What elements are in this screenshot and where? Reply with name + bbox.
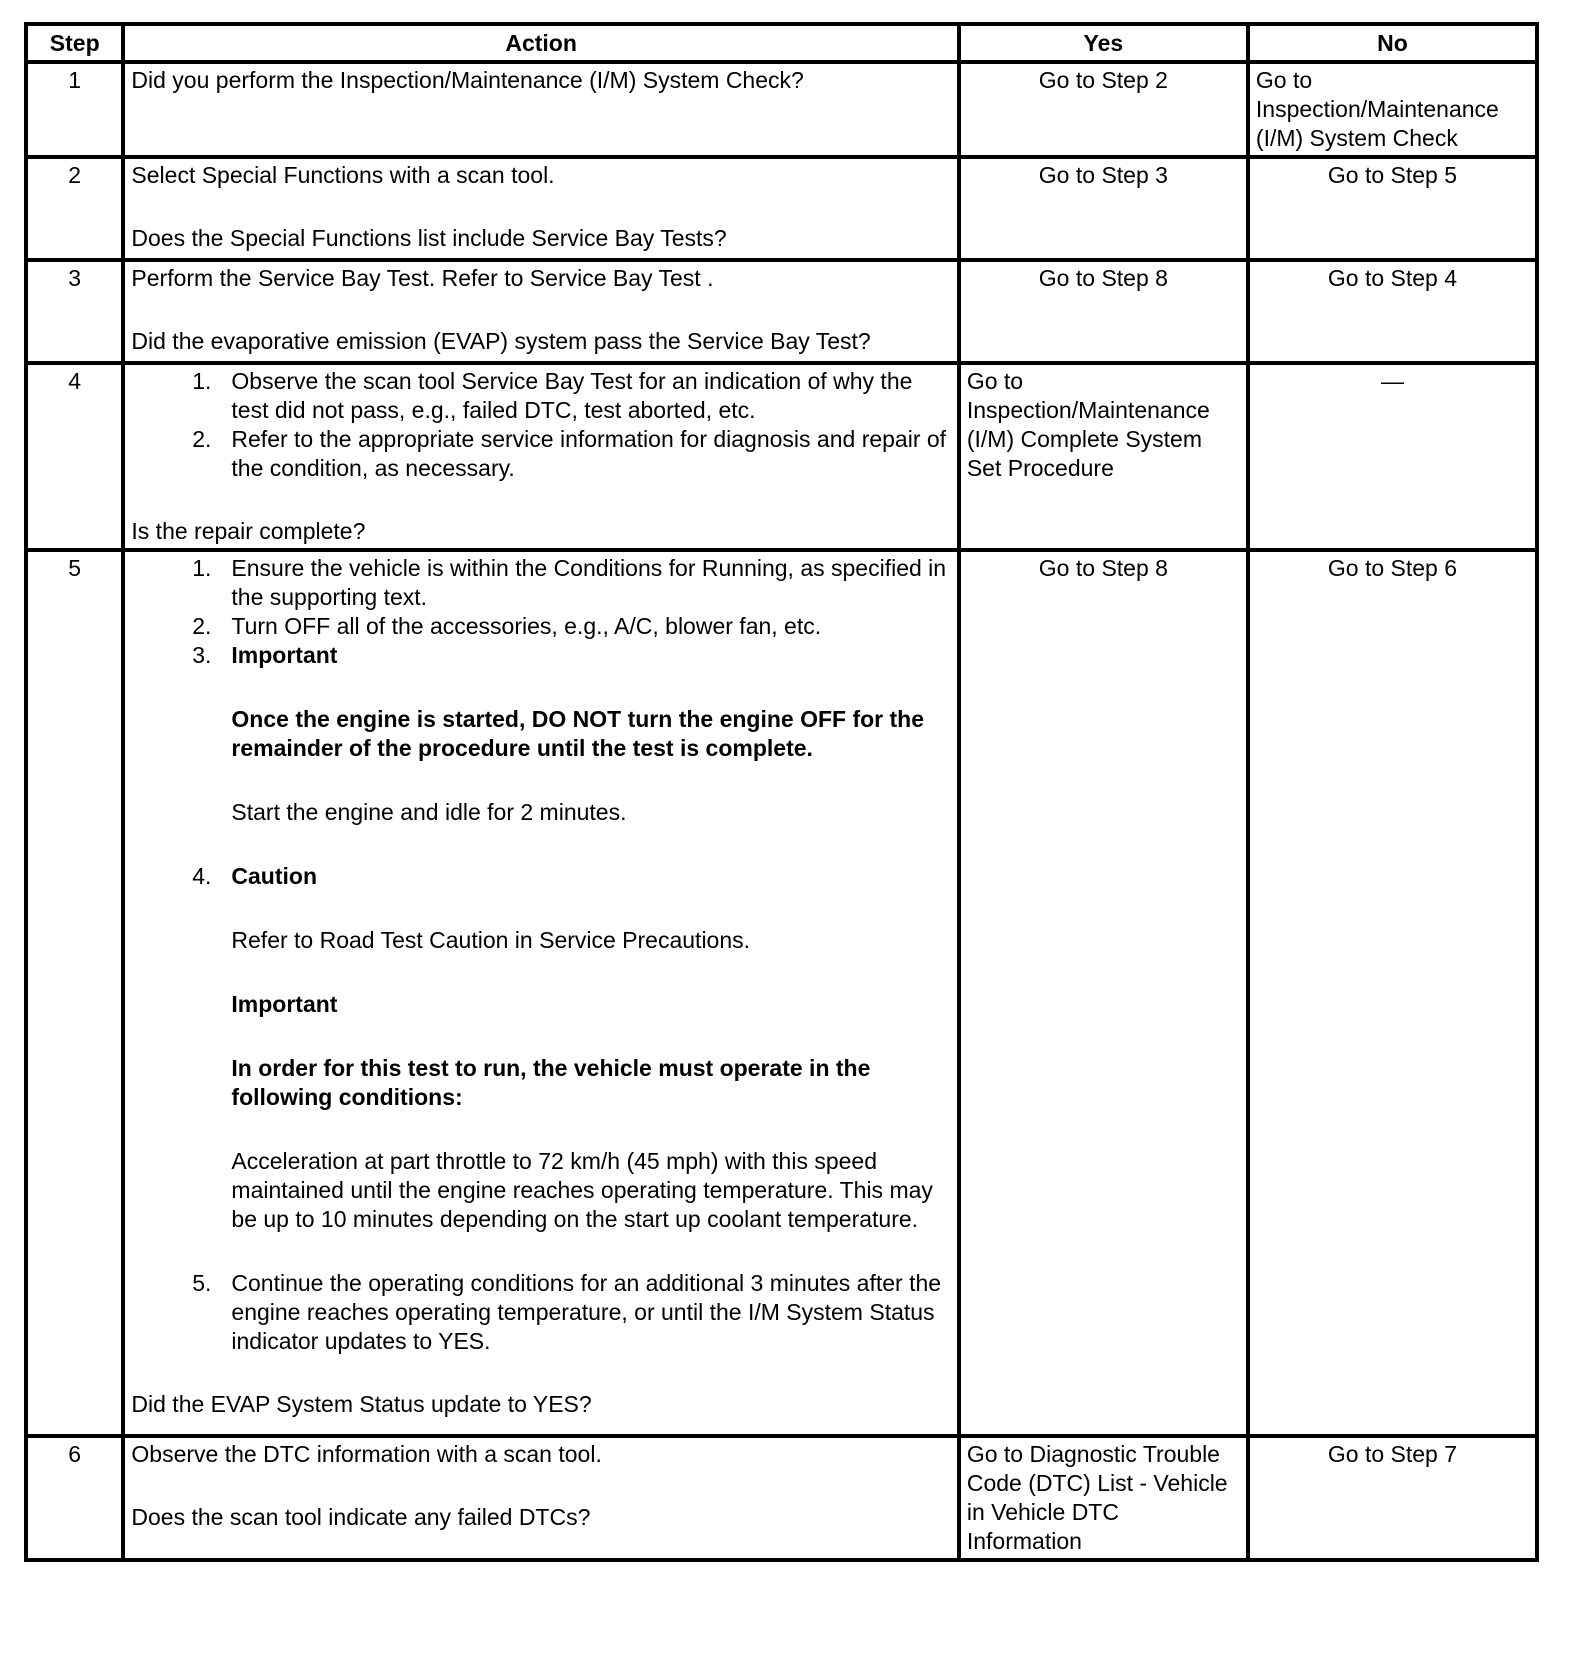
step-number: 3	[26, 260, 123, 363]
list-text: Start the engine and idle for 2 minutes.	[231, 799, 627, 825]
header-no: No	[1248, 24, 1537, 62]
list-item	[131, 862, 950, 1269]
action-question: Did you perform the Inspection/Maintenance (I/M) System Check?	[131, 67, 804, 93]
step-number: 5	[26, 550, 123, 1436]
caution-text: Refer to Road Test Caution in Service Precautions.	[231, 927, 751, 953]
no-cell: Go to Step 5	[1248, 157, 1537, 260]
list-item	[131, 367, 950, 425]
procedure-list	[131, 367, 950, 483]
no-cell: Go to Step 4	[1248, 260, 1537, 363]
action-question: Did the evaporative emission (EVAP) system pass the Service Bay Test?	[131, 328, 871, 354]
step-number: 1	[26, 62, 123, 157]
important-warning: In order for this test to run, the vehicle must operate in the following conditions:	[231, 1055, 871, 1110]
table-row	[26, 1436, 1537, 1560]
important-warning: Once the engine is started, DO NOT turn the engine OFF for the remainder of the procedure until the test is complete.	[231, 706, 925, 761]
list-item	[131, 612, 950, 641]
table-row	[26, 62, 1537, 157]
list-text: Observe the scan tool Service Bay Test for an indication of why the test did not pass, e.g., failed DTC, test aborted, etc.	[231, 368, 913, 423]
no-cell: Go to Step 6	[1248, 550, 1537, 1436]
list-item	[131, 641, 950, 862]
list-text: Ensure the vehicle is within the Conditions for Running, as specified in the supporting text.	[231, 555, 947, 610]
table-row	[26, 550, 1537, 1436]
important-heading: Important	[231, 642, 338, 668]
action-cell	[123, 1436, 958, 1560]
action-question: Is the repair complete?	[131, 518, 366, 544]
list-text: Refer to the appropriate service information for diagnosis and repair of the condition, as necessary.	[231, 426, 947, 481]
yes-cell: Go to Inspection/Maintenance (I/M) Complete System Set Procedure	[959, 363, 1248, 550]
header-step: Step	[26, 24, 123, 62]
no-cell: —	[1248, 363, 1537, 550]
step-number: 2	[26, 157, 123, 260]
action-question: Does the scan tool indicate any failed DTCs?	[131, 1504, 591, 1530]
table-row	[26, 157, 1537, 260]
table-row	[26, 260, 1537, 363]
list-item	[131, 425, 950, 483]
diagnostic-procedure-table	[24, 22, 1539, 1562]
header-row	[26, 24, 1537, 62]
yes-cell: Go to Diagnostic Trouble Code (DTC) List - Vehicle in Vehicle DTC Information	[959, 1436, 1248, 1560]
list-number: 3.	[192, 642, 212, 668]
list-item	[131, 554, 950, 612]
header-yes: Yes	[959, 24, 1248, 62]
yes-cell: Go to Step 8	[959, 550, 1248, 1436]
list-number: 5.	[192, 1270, 212, 1296]
list-number: 1.	[192, 368, 212, 394]
list-number: 1.	[192, 555, 212, 581]
action-cell	[123, 157, 958, 260]
caution-heading: Caution	[231, 863, 318, 889]
no-cell: Go to Step 7	[1248, 1436, 1537, 1560]
action-cell	[123, 260, 958, 363]
step-number: 6	[26, 1436, 123, 1560]
action-instruction: Perform the Service Bay Test. Refer to Service Bay Test .	[131, 265, 714, 291]
action-cell	[123, 363, 958, 550]
list-number: 2.	[192, 613, 212, 639]
action-cell	[123, 550, 958, 1436]
step-number: 4	[26, 363, 123, 550]
yes-cell: Go to Step 8	[959, 260, 1248, 363]
yes-cell: Go to Step 2	[959, 62, 1248, 157]
action-question: Does the Special Functions list include Service Bay Tests?	[131, 225, 727, 251]
action-instruction: Observe the DTC information with a scan tool.	[131, 1441, 602, 1467]
action-cell	[123, 62, 958, 157]
list-text: Continue the operating conditions for an additional 3 minutes after the engine reaches operating temperature, or until the I/M System Status indicator updates to YES.	[231, 1270, 942, 1354]
list-text: Acceleration at part throttle to 72 km/h (45 mph) with this speed maintained until the engine reaches operating temperature. This may be up to 10 minutes depending on the start up coolant temperature.	[231, 1148, 933, 1232]
yes-cell: Go to Step 3	[959, 157, 1248, 260]
procedure-list	[131, 554, 950, 1356]
action-question: Did the EVAP System Status update to YES?	[131, 1391, 592, 1417]
action-instruction: Select Special Functions with a scan tool.	[131, 162, 555, 188]
table-row	[26, 363, 1537, 550]
list-number: 2.	[192, 426, 212, 452]
list-text: Turn OFF all of the accessories, e.g., A/C, blower fan, etc.	[231, 613, 822, 639]
important-heading: Important	[231, 991, 338, 1017]
list-item	[131, 1269, 950, 1356]
list-number: 4.	[192, 863, 212, 889]
header-action: Action	[123, 24, 958, 62]
no-cell: Go to Inspection/Maintenance (I/M) System Check	[1248, 62, 1537, 157]
